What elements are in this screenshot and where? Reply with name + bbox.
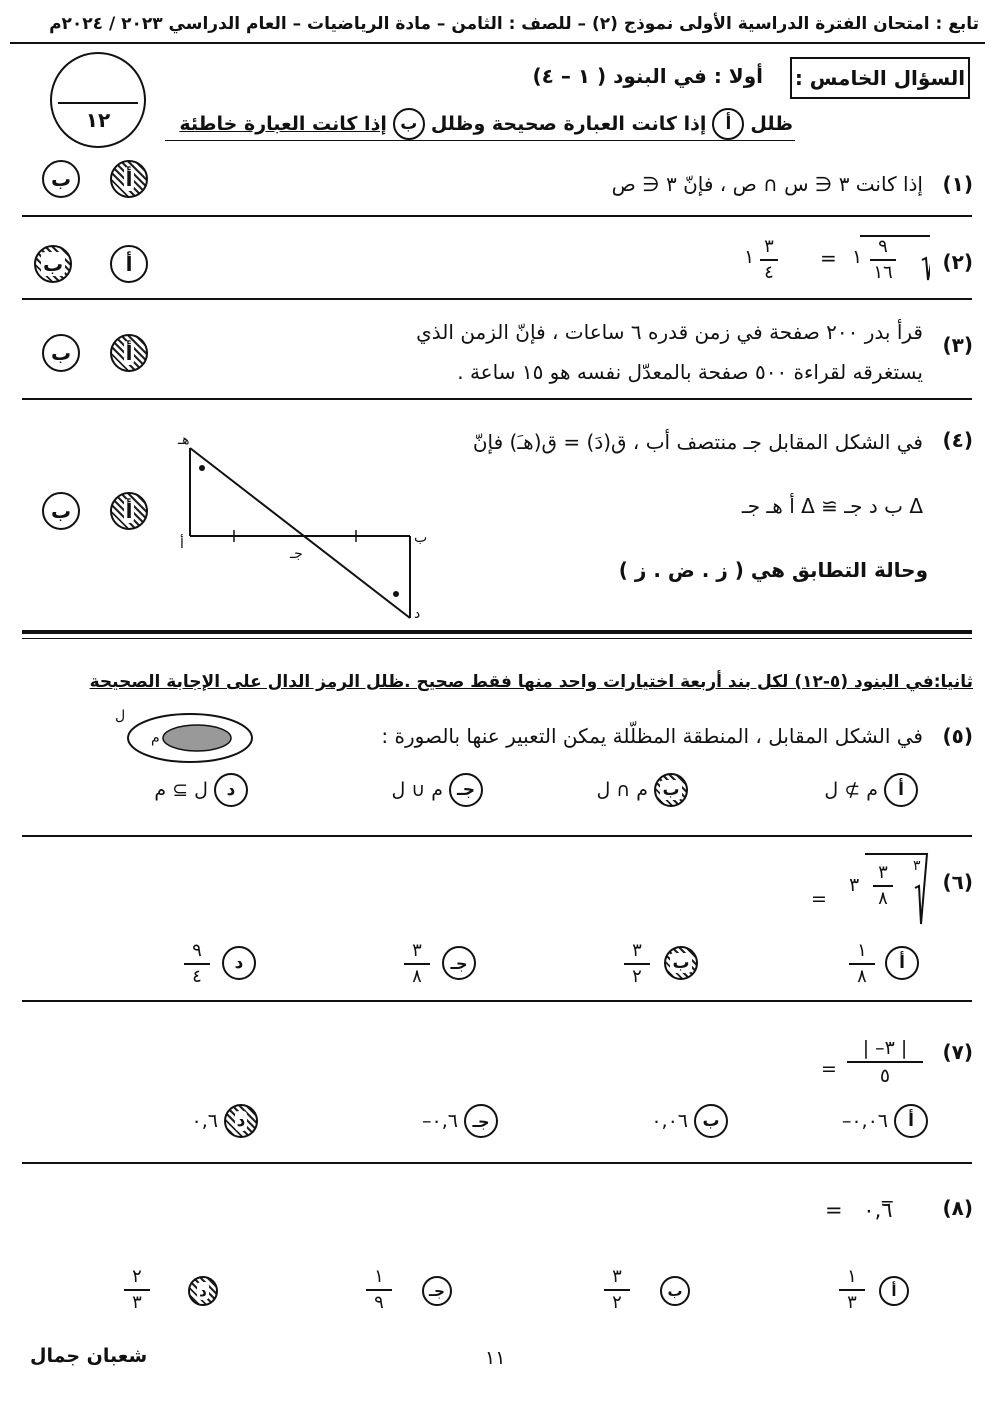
triangle-figure [170, 432, 430, 624]
option-b[interactable] [596, 773, 688, 807]
equals-sign: = [821, 1058, 837, 1080]
option-text: م ⊅ ل [824, 779, 878, 801]
item-3-line1: قرأ بدر ٢٠٠ صفحة في زمن قدره ٦ ساعات ، فإنّ الزمن الذي [416, 320, 923, 344]
section-divider-thin [22, 638, 972, 639]
section-divider [22, 630, 972, 634]
equals-sign: = [820, 246, 837, 270]
radicand-denominator: ٨ [878, 888, 888, 909]
item-4-line1: في الشكل المقابل جـ منتصف أب ، ق(دَ) = ق(هـَ) فإنّ [472, 430, 923, 454]
option-letter[interactable]: أ [879, 1276, 909, 1306]
result-whole: ١ [744, 246, 755, 268]
item-number: (٢) [942, 250, 973, 274]
radicand-numerator: ٣ [878, 862, 888, 883]
item-divider [22, 298, 972, 300]
item-number: (٧) [942, 1040, 973, 1064]
item-number: (٦) [942, 870, 973, 894]
item-divider [22, 215, 972, 217]
set-l-label: ل [115, 708, 126, 724]
section1-title: أولا : في البنود ( ١ – ٤) [532, 64, 763, 88]
root-index: ٣ [913, 858, 921, 874]
item-number: (٣) [942, 333, 973, 357]
item-4-line2: Δ ب د جـ ≅ Δ أ هـ جـ [741, 494, 923, 518]
item-number: (٨) [942, 1196, 973, 1220]
author-name: شعبان جمال [30, 1345, 148, 1367]
item-divider [22, 835, 972, 837]
item-5-text: في الشكل المقابل ، المنطقة المظلّلة يمكن التعبير عنها بالصورة : [381, 724, 923, 748]
option-letter[interactable]: ب [654, 773, 688, 807]
radicand-whole: ٣ [849, 874, 860, 896]
sqrt-denominator: ١٦ [873, 262, 893, 283]
section2-title: ثانيا:في البنود (٥-١٢) لكل بند أربعة اختيارات واحد منها فقط صحيح .ظلل الرمز الدال على الإجابة الصحيحة [89, 672, 973, 692]
option-letter[interactable]: د [224, 1104, 258, 1138]
equals-sign: = [811, 888, 827, 910]
point-a-label: أ [180, 536, 184, 552]
point-b-label: ب [414, 530, 428, 546]
option-a[interactable] [824, 773, 918, 807]
equals-sign: = [825, 1198, 843, 1222]
option-c[interactable] [391, 773, 483, 807]
answer-b-circle[interactable]: ب [34, 245, 72, 283]
venn-diagram [115, 708, 265, 768]
header-divider [10, 42, 985, 44]
option-text: –٠,٠٦ [841, 1110, 888, 1132]
answer-a-circle[interactable]: أ [110, 245, 148, 283]
answer-a-circle[interactable]: أ [110, 492, 148, 530]
option-letter[interactable]: جـ [449, 773, 483, 807]
instruction-a-symbol: أ [712, 108, 744, 140]
point-h-label: هـ [178, 432, 190, 448]
item-divider [22, 398, 972, 400]
option-letter[interactable]: د [214, 773, 248, 807]
item-6-expression [805, 852, 935, 932]
option-text: ٠,٦ [191, 1110, 218, 1132]
option-d[interactable] [154, 773, 248, 807]
option-letter[interactable]: جـ [442, 946, 476, 980]
result-numerator: ٣ [764, 236, 774, 257]
option-b[interactable] [651, 1104, 728, 1138]
answer-a-circle[interactable]: أ [110, 334, 148, 372]
answer-b-circle[interactable]: ب [42, 334, 80, 372]
answer-a-circle[interactable]: أ [110, 160, 148, 198]
option-text: –٠,٦ [422, 1110, 458, 1132]
option-letter[interactable]: جـ [464, 1104, 498, 1138]
point-j-label: جـ [290, 546, 303, 562]
option-a[interactable] [842, 1104, 928, 1138]
item-3-line2: يستغرقه لقراءة ٥٠٠ صفحة بالمعدّل نفسه هو ١٥ ساعة . [457, 360, 923, 384]
instruction-pre: ظلل [750, 113, 793, 135]
sqrt-whole: ١ [852, 246, 863, 268]
score-circle [50, 52, 146, 148]
option-letter[interactable]: أ [884, 773, 918, 807]
item-7-expression [815, 1036, 935, 1100]
option-letter[interactable]: د [188, 1276, 218, 1306]
option-letter[interactable]: ب [664, 946, 698, 980]
item-1-text: إذا كانت ٣ ∈ س ∩ ص ، فإنّ ٣ ∈ ص [611, 172, 923, 196]
option-text: م ∪ ل [391, 779, 443, 801]
item-8-expression [825, 1198, 893, 1222]
instruction-b-symbol: ب [393, 108, 425, 140]
option-letter[interactable]: أ [885, 946, 919, 980]
answer-b-circle[interactable]: ب [42, 160, 80, 198]
answer-b-circle[interactable]: ب [42, 492, 80, 530]
page-number: ١١ [485, 1347, 506, 1369]
option-d[interactable] [192, 1104, 258, 1138]
instruction-post: إذا كانت العبارة خاطئة [179, 113, 387, 135]
repeating-decimal: ٠,٦̅ [863, 1198, 893, 1222]
item-divider [22, 1000, 972, 1002]
option-c[interactable] [422, 1104, 498, 1138]
set-m-label: م [151, 730, 160, 746]
instruction-mid: إذا كانت العبارة صحيحة وظلل [430, 113, 707, 135]
item-divider [22, 1162, 972, 1164]
fraction-numerator: | –٣ | [862, 1037, 908, 1059]
option-text: ٠,٠٦ [651, 1110, 688, 1132]
option-letter[interactable]: ب [660, 1276, 690, 1306]
item-number: (٥) [942, 724, 973, 748]
item-number: (١) [942, 172, 973, 196]
sqrt-numerator: ٩ [878, 236, 888, 257]
item-number: (٤) [942, 428, 973, 452]
point-d-label: د [414, 606, 421, 622]
option-letter[interactable]: د [222, 946, 256, 980]
fraction-denominator: ٥ [879, 1065, 891, 1087]
option-text: ل ⊇ م [154, 779, 208, 801]
section1-instruction [179, 108, 793, 140]
question-label: السؤال الخامس : [790, 57, 970, 99]
item-4-line3: وحالة التطابق هي ( ز . ض . ز ) [618, 558, 928, 582]
option-letter[interactable]: أ [894, 1104, 928, 1138]
item-2-expression [740, 232, 930, 284]
result-denominator: ٤ [764, 262, 774, 283]
score-value: ١٢ [85, 108, 111, 132]
page-header: تابع : امتحان الفترة الدراسية الأولى نموذج (٢) – للصف : الثامن – مادة الرياضيات – العام الدراسي ٢٠٢٣ / ٢٠٢٤م [49, 14, 979, 34]
option-text: م ∩ ل [596, 779, 648, 801]
instruction-underline [165, 140, 795, 141]
option-letter[interactable]: جـ [422, 1276, 452, 1306]
option-letter[interactable]: ب [694, 1104, 728, 1138]
